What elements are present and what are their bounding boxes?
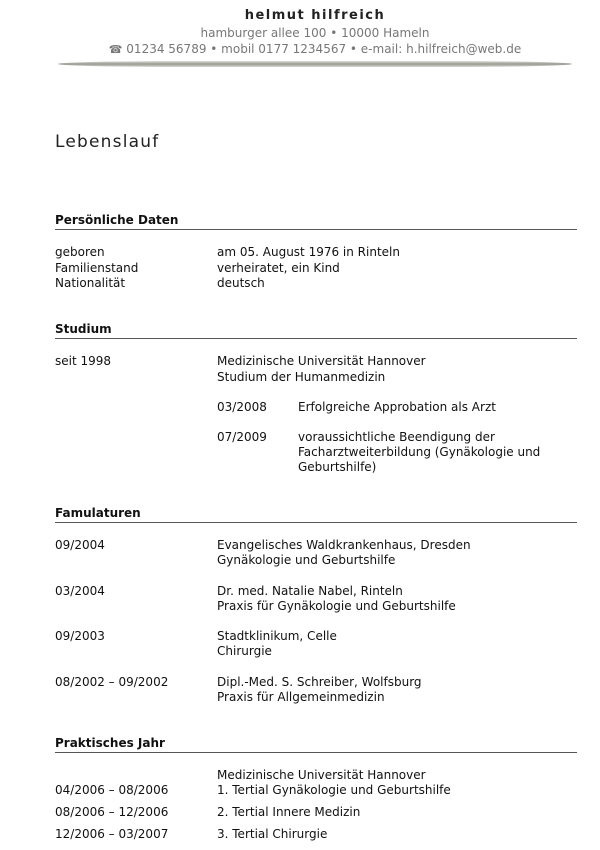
row-value: Studium der Humanmedizin	[217, 370, 386, 384]
contact-line	[0, 41, 600, 58]
row-value: deutsch	[217, 276, 265, 290]
item-date: 08/2006 – 12/2006	[55, 805, 169, 819]
item-date: 03/2004	[55, 584, 105, 598]
item-date: 08/2002 – 09/2002	[55, 675, 169, 689]
contact-details: 01234 56789 • mobil 0177 1234567 • e-mail: h.hilfreich@web.de	[126, 42, 522, 56]
item-place: Dipl.-Med. S. Schreiber, Wolfsburg	[217, 675, 422, 689]
item-text: 3. Tertial Chirurgie	[217, 827, 328, 841]
item-date: 09/2004	[55, 538, 105, 552]
item-department: Gynäkologie und Geburtshilfe	[217, 553, 396, 567]
item-department: Praxis für Allgemeinmedizin	[217, 690, 385, 704]
row-value: verheiratet, ein Kind	[217, 261, 340, 275]
item-date: 09/2003	[55, 629, 105, 643]
section-heading-famulaturen: Famulaturen	[55, 505, 577, 523]
event-text: Facharztweiterbildung (Gynäkologie und	[298, 445, 541, 459]
header-divider	[58, 61, 572, 67]
event-text: Geburtshilfe)	[298, 460, 377, 474]
row-label: Nationalität	[55, 276, 126, 290]
section-heading-personal: Persönliche Daten	[55, 212, 577, 230]
event-text: voraussichtliche Beendigung der	[298, 430, 495, 444]
item-department: Chirurgie	[217, 644, 272, 658]
row-label: Familienstand	[55, 261, 139, 275]
row-label: seit 1998	[55, 354, 112, 368]
section-heading-pj: Praktisches Jahr	[55, 735, 577, 753]
event-date: 07/2009	[217, 430, 267, 444]
applicant-address: hamburger allee 100 • 10000 Hameln	[200, 26, 430, 40]
item-date: 04/2006 – 08/2006	[55, 783, 169, 797]
item-place: Dr. med. Natalie Nabel, Rinteln	[217, 584, 403, 598]
row-value: Medizinische Universität Hannover	[217, 354, 426, 368]
row-label: geboren	[55, 245, 105, 259]
pj-university: Medizinische Universität Hannover	[217, 768, 426, 782]
event-date: 03/2008	[217, 400, 267, 414]
item-date: 12/2006 – 03/2007	[55, 827, 169, 841]
document-title: Lebenslauf	[55, 132, 160, 152]
event-text: Erfolgreiche Approbation als Arzt	[298, 400, 496, 414]
item-text: 2. Tertial Innere Medizin	[217, 805, 361, 819]
item-place: Evangelisches Waldkrankenhaus, Dresden	[217, 538, 471, 552]
letterhead	[0, 8, 600, 58]
applicant-name: helmut hilfreich	[244, 8, 386, 23]
phone-icon: ☎	[108, 43, 123, 56]
row-value: am 05. August 1976 in Rinteln	[217, 245, 400, 259]
section-heading-studium: Studium	[55, 321, 577, 339]
item-department: Praxis für Gynäkologie und Geburtshilfe	[217, 599, 456, 613]
item-place: Stadtklinikum, Celle	[217, 629, 337, 643]
item-text: 1. Tertial Gynäkologie und Geburtshilfe	[217, 783, 451, 797]
